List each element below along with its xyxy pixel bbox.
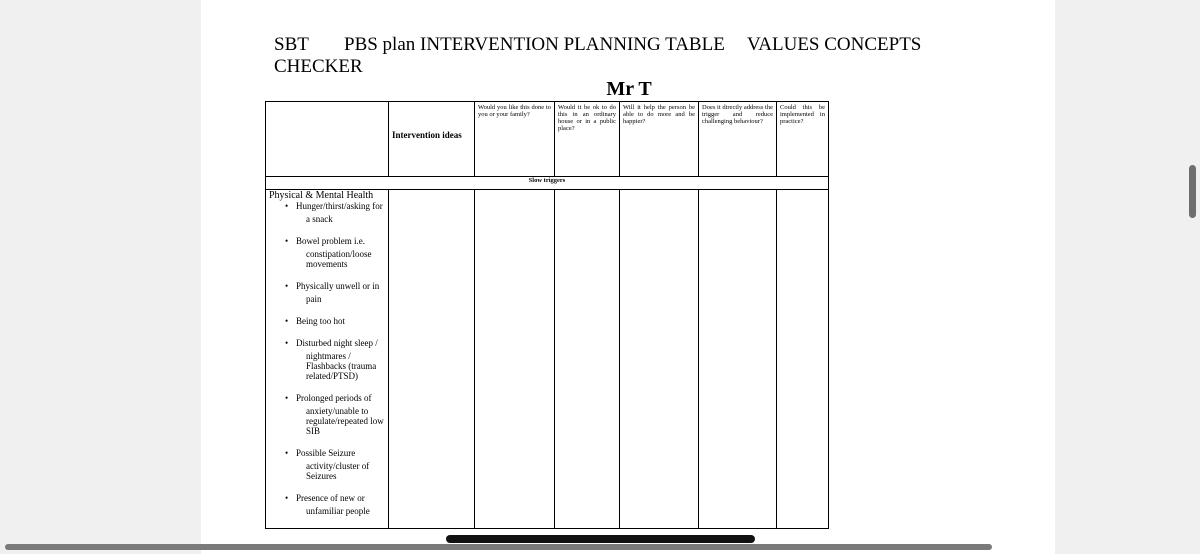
list-item: • Hunger/thirst/asking for a snack — [285, 201, 383, 224]
list-item: • Prolonged periods of anxiety/unable to regulate/repeated low SIB — [285, 393, 384, 436]
question-header-cell: Does it directly address the trigger and reduce challenging behaviour? — [699, 102, 777, 177]
bullet-icon: • — [285, 236, 289, 246]
intervention-table — [265, 101, 829, 529]
question-header-cell: Will it help the person be able to do more and be happier? — [620, 102, 699, 177]
question-header-cell: Would you like this done to you or your family? — [475, 102, 555, 177]
table-cell[interactable] — [699, 190, 777, 529]
intervention-header-cell — [389, 102, 475, 177]
bullet-icon: • — [285, 316, 289, 326]
table-cell[interactable] — [389, 190, 475, 529]
table-cell[interactable] — [555, 190, 620, 529]
vertical-scrollbar[interactable] — [1189, 165, 1196, 218]
table-cell[interactable] — [777, 190, 829, 529]
list-item: • Physically unwell or in pain — [285, 281, 380, 304]
section-row — [266, 177, 829, 190]
section-label: Slow triggers — [266, 177, 829, 190]
table-cell[interactable] — [475, 190, 555, 529]
intervention-label: Intervention ideas — [392, 130, 462, 140]
list-item: • Possible Seizure activity/cluster of Seizures — [285, 448, 370, 481]
list-item: • Disturbed night sleep / nightmares / Flashbacks (trauma related/PTSD) — [285, 338, 378, 381]
category-cell — [266, 190, 389, 529]
question-header-cell: Would it be ok to do this in an ordinary house or in a public place? — [555, 102, 620, 177]
bullet-icon: • — [285, 493, 289, 503]
bullet-icon: • — [285, 338, 289, 348]
bullet-icon: • — [285, 281, 289, 291]
table-row — [266, 190, 829, 529]
table-header-row — [266, 102, 829, 177]
empty-header-cell — [266, 102, 389, 177]
question-header-cell: Could this be implemented in practice? — [777, 102, 829, 177]
header-values: VALUES CONCEPTS — [747, 34, 922, 55]
category-title: Physical & Mental Health — [269, 190, 374, 201]
header-plan-title: PBS plan INTERVENTION PLANNING TABLE — [344, 34, 725, 55]
bullet-icon: • — [285, 393, 289, 403]
table-cell[interactable] — [620, 190, 699, 529]
trigger-list — [266, 201, 388, 516]
list-item: • Being too hot — [285, 316, 345, 326]
horizontal-scrollbar[interactable] — [5, 544, 992, 550]
list-item: • Bowel problem i.e. constipation/loose movements — [285, 236, 372, 269]
bullet-icon: • — [285, 448, 289, 458]
header-sbt: SBT — [274, 34, 309, 55]
doc-title: Mr T — [606, 78, 652, 100]
header-checker: CHECKER — [274, 56, 363, 77]
bullet-icon: • — [285, 201, 289, 211]
document-page — [201, 0, 1055, 554]
home-indicator[interactable] — [446, 535, 755, 543]
list-item: • Presence of new or unfamiliar people — [285, 493, 370, 516]
